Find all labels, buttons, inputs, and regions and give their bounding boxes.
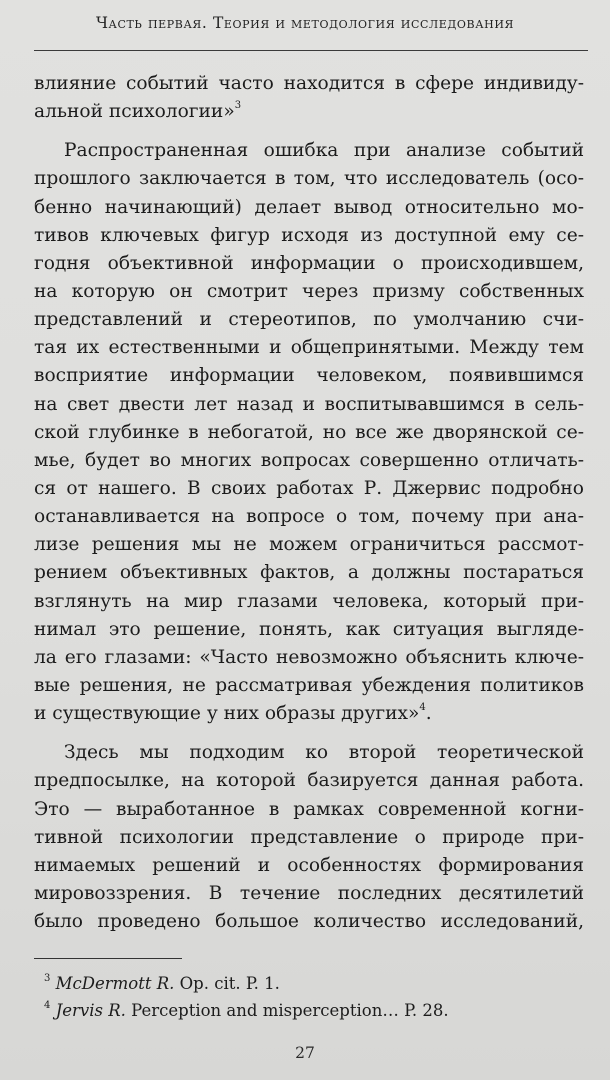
text-line-content: и существующие у них образы других» — [34, 703, 420, 725]
text-line: тивной психологии представление о природе при- — [34, 826, 584, 848]
paragraph-spacing — [34, 126, 584, 137]
text-line: лизе решения мы не можем ограничиться рассмот- — [34, 534, 584, 556]
text-line: ской глубинке в небогатой, но все же дворянской се- — [34, 421, 584, 443]
text-line: влияние событий часто находится в сфере индивиду- — [34, 73, 584, 94]
text-line: взглянуть на мир глазами человека, который при- — [34, 590, 584, 612]
text-line: ся от нашего. В своих работах Р. Джервис подробно — [34, 477, 584, 499]
text-line: тая их естественными и общепринятыми. Между тем — [34, 337, 584, 359]
text-line: представлений и стереотипов, по умолчанию счи- — [34, 309, 584, 331]
footnote-reference: 3 — [234, 99, 242, 111]
paragraph-3 — [34, 739, 584, 936]
text-line: Распространенная ошибка при анализе событий — [64, 140, 584, 162]
text-line: мировоззрения. В течение последних десятилетий — [34, 882, 584, 904]
footnotes — [44, 970, 449, 1024]
paragraph-2 — [34, 137, 584, 728]
footnote-number: 3 — [44, 972, 51, 984]
text-line: нимаемых решений и особенностях формирования — [34, 854, 584, 876]
footnote-author: Jervis R. — [55, 1001, 126, 1020]
text-line: Здесь мы подходим ко второй теоретической — [64, 742, 584, 764]
text-line: восприятие информации человеком, появившимся — [34, 365, 584, 387]
text-line: тивов ключевых фигур исходя из доступной ему се- — [34, 224, 584, 246]
text-line: было проведено большое количество исследований, — [34, 911, 584, 933]
header-rule — [34, 50, 588, 51]
text-line: годня объективной информации о происходившем, — [34, 252, 584, 274]
paragraph-1 — [34, 70, 584, 126]
text-line: Это — выработанное в рамках современной когни- — [34, 798, 584, 820]
text-line: на свет двести лет назад и воспитывавшимся в сель- — [34, 393, 584, 415]
text-line: бенно начинающий) делает вывод относительно мо- — [34, 196, 584, 218]
text-line-content: альной психологии» — [34, 101, 235, 123]
text-line: вые решения, не рассматривая убеждения политиков — [34, 674, 584, 696]
footnote-text: Op. cit. P. 1. — [179, 974, 280, 993]
text-line: ла его глазами: «Часто невозможно объяснить ключе- — [34, 646, 584, 668]
footnote-author: McDermott R. — [55, 974, 175, 993]
running-title: Часть первая. Теория и методология исследования — [95, 14, 515, 32]
text-line: останавливается на вопросе о том, почему при ана- — [34, 506, 584, 528]
paragraph-spacing — [34, 728, 584, 739]
text-line: нимал это решение, понять, как ситуация выгляде- — [34, 618, 584, 640]
text-line: на которую он смотрит через призму собственных — [34, 280, 584, 302]
footnote-rule — [34, 958, 182, 959]
footnote-reference: 4 — [419, 701, 426, 713]
footnote-number: 4 — [44, 999, 51, 1011]
text-line: рением объективных фактов, а должны постараться — [34, 562, 584, 584]
text-line: и существующие у них образы других»$^4$. — [34, 701, 432, 725]
text-line: прошлого заключается в том, что исследователь (осо- — [34, 168, 584, 190]
footnote-4 — [44, 997, 449, 1024]
page-number: 27 — [295, 1044, 315, 1062]
footnote-3 — [44, 970, 449, 997]
text-line: мье, будет во многих вопросах совершенно отличать- — [34, 449, 584, 471]
text-line — [34, 98, 584, 126]
text-line: предпосылке, на которой базируется данная работа. — [34, 770, 584, 792]
footnote-text: Perception and misperception… P. 28. — [131, 1001, 449, 1020]
main-text — [34, 70, 584, 936]
